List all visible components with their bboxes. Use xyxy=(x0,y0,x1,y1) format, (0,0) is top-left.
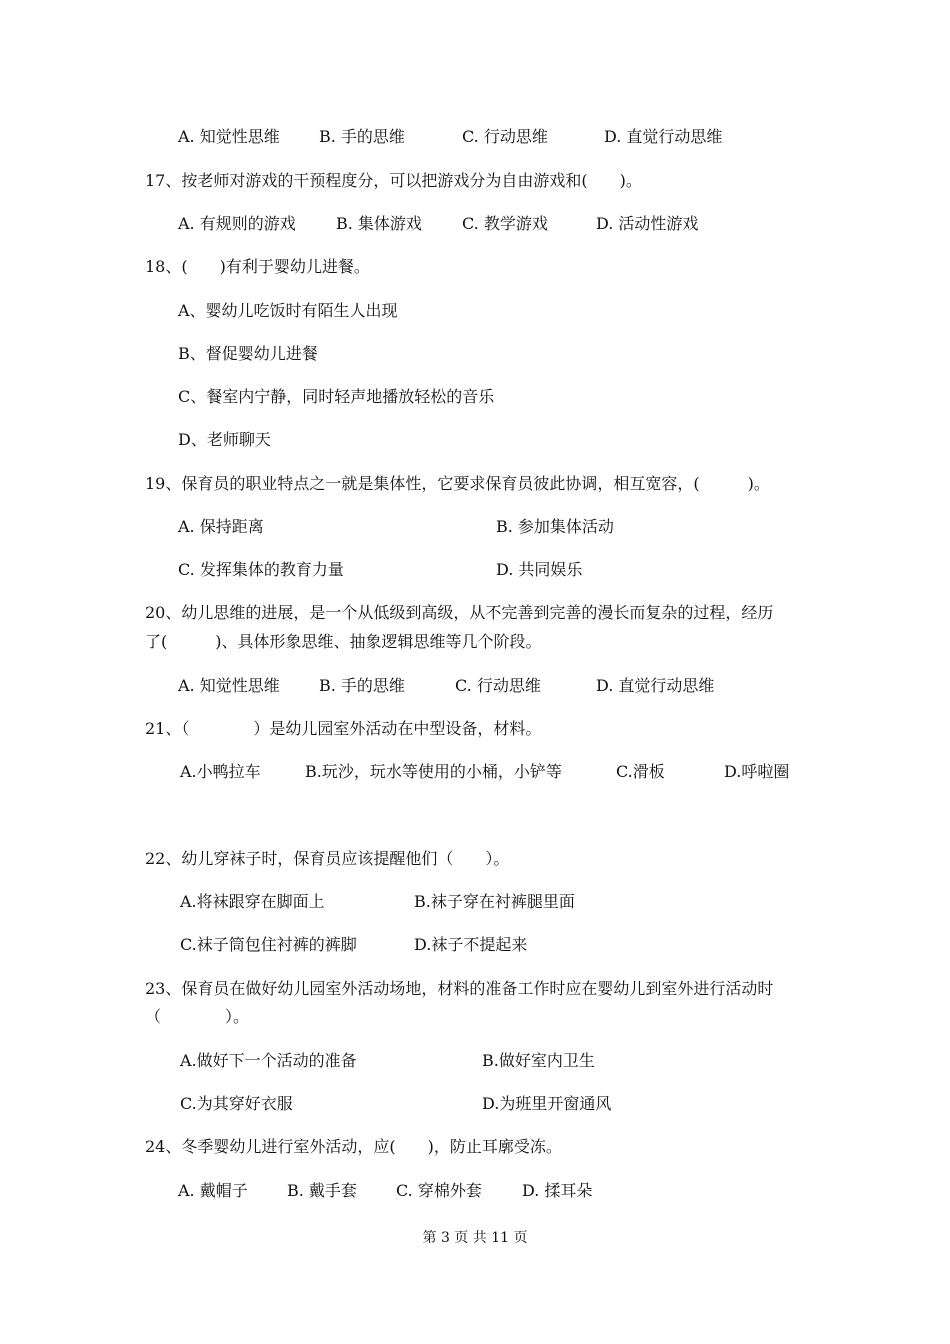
option-c: C. 穿棉外套 xyxy=(396,1181,482,1200)
option-a: A. 保持距离 xyxy=(178,517,264,536)
option-d: D. 活动性游戏 xyxy=(596,214,699,233)
option-c: C. 行动思维 xyxy=(455,676,541,695)
option-d: D. 直觉行动思维 xyxy=(604,127,723,146)
option-b: B.玩沙，玩水等使用的小桶，小铲等 xyxy=(305,762,562,781)
page-number-footer: 第 3 页 共 11 页 xyxy=(422,1230,528,1246)
option-d: D.为班里开窗通风 xyxy=(482,1094,612,1113)
option-b: B. 集体游戏 xyxy=(336,214,422,233)
option-d: D. 共同娱乐 xyxy=(496,560,583,579)
option-a: A.将袜跟穿在脚面上 xyxy=(180,892,325,911)
question-17-stem: 17、按老师对游戏的干预程度分，可以把游戏分为自由游戏和( )。 xyxy=(145,171,642,190)
option-d: D. 揉耳朵 xyxy=(522,1181,593,1200)
option-a: A. 戴帽子 xyxy=(178,1181,248,1200)
option-b: B. 手的思维 xyxy=(319,127,405,146)
question-23-stem-line2: （ ）。 xyxy=(145,1007,250,1026)
option-b: B. 戴手套 xyxy=(287,1181,357,1200)
option-b: B.做好室内卫生 xyxy=(482,1051,595,1070)
question-19-stem: 19、保育员的职业特点之一就是集体性，它要求保育员彼此协调，相互宽容，( )。 xyxy=(145,474,770,493)
option-a: A.小鸭拉车 xyxy=(180,762,261,781)
option-c: C.滑板 xyxy=(616,762,665,781)
option-a: A. 有规则的游戏 xyxy=(178,214,296,233)
option-a: A. 知觉性思维 xyxy=(178,127,280,146)
option-a: A. 知觉性思维 xyxy=(178,676,280,695)
option-d: D.呼啦圈 xyxy=(724,762,790,781)
question-20-stem-line1: 20、幼儿思维的进展，是一个从低级到高级，从不完善到完善的漫长而复杂的过程，经历 xyxy=(145,603,774,622)
question-21-stem: 21、（ ）是幼儿园室外活动在中型设备，材料。 xyxy=(145,719,542,738)
option-d: D.袜子不提起来 xyxy=(414,935,528,954)
option-c: C. 行动思维 xyxy=(462,127,548,146)
option-b: B. 参加集体活动 xyxy=(496,517,614,536)
option-a: A、婴幼儿吃饭时有陌生人出现 xyxy=(178,301,398,320)
option-d: D. 直觉行动思维 xyxy=(596,676,715,695)
option-c: C. 发挥集体的教育力量 xyxy=(178,560,344,579)
option-b: B.袜子穿在衬裤腿里面 xyxy=(414,892,575,911)
option-c: C.为其穿好衣服 xyxy=(180,1094,293,1113)
option-c: C.袜子筒包住衬裤的裤脚 xyxy=(180,935,357,954)
question-23-stem-line1: 23、保育员在做好幼儿园室外活动场地，材料的准备工作时应在婴幼儿到室外进行活动时 xyxy=(145,979,774,998)
option-d: D、老师聊天 xyxy=(178,430,271,449)
option-a: A.做好下一个活动的准备 xyxy=(180,1051,357,1070)
question-18-stem: 18、( )有利于婴幼儿进餐。 xyxy=(145,257,370,276)
option-c: C. 教学游戏 xyxy=(462,214,548,233)
question-20-stem-line2: 了( )、具体形象思维、抽象逻辑思维等几个阶段。 xyxy=(145,632,542,651)
option-b: B、督促婴幼儿进餐 xyxy=(178,344,318,363)
question-22-stem: 22、幼儿穿袜子时，保育员应该提醒他们（ ）。 xyxy=(145,849,510,868)
option-b: B. 手的思维 xyxy=(319,676,405,695)
option-c: C、餐室内宁静，同时轻声地播放轻松的音乐 xyxy=(178,387,495,406)
question-24-stem: 24、冬季婴幼儿进行室外活动，应( )，防止耳廓受冻。 xyxy=(145,1137,562,1156)
